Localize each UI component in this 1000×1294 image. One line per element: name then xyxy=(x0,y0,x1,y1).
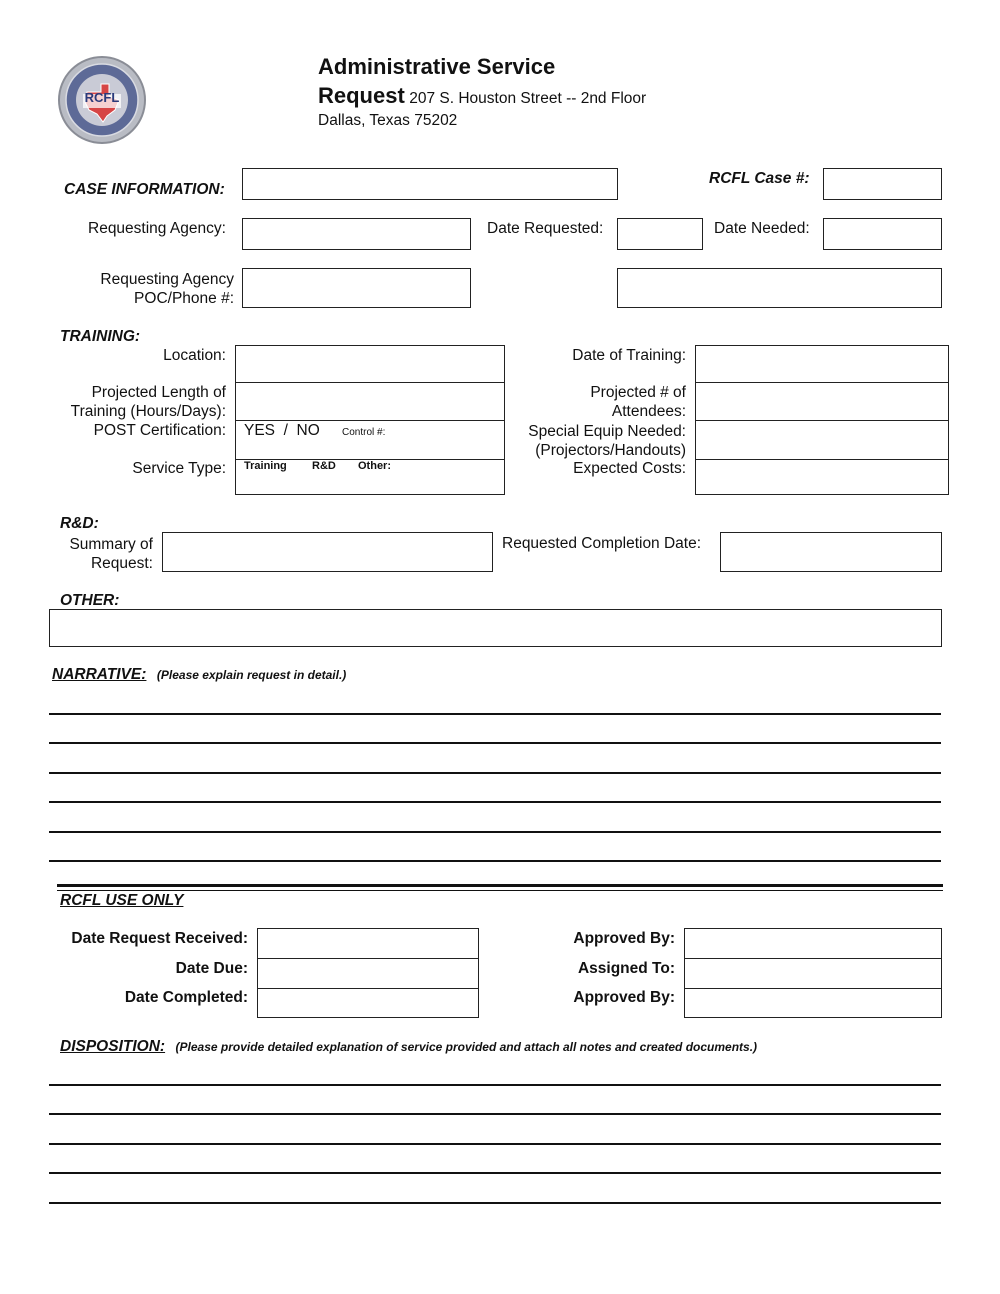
training-right-group xyxy=(695,345,949,495)
disposition-line-4[interactable] xyxy=(49,1172,941,1174)
equip-field[interactable] xyxy=(696,421,948,460)
rcfl-logo xyxy=(57,56,147,144)
disposition-line-3[interactable] xyxy=(49,1143,941,1145)
length-label-line-2: Training (Hours/Days): xyxy=(70,403,226,420)
attendees-label-line-2: Attendees: xyxy=(611,403,686,420)
title-and-address xyxy=(318,83,646,109)
post-field[interactable] xyxy=(236,421,504,460)
other-field[interactable] xyxy=(49,609,942,647)
equip-label-line-2: (Projectors/Handouts) xyxy=(535,442,686,459)
post-label: POST Certification: xyxy=(93,422,226,439)
address-line-1: 207 S. Houston Street -- 2nd Floor xyxy=(409,90,647,107)
narrative-heading: NARRATIVE: xyxy=(52,666,147,683)
date-needed-field[interactable] xyxy=(823,218,942,250)
date-received-field[interactable] xyxy=(258,929,478,959)
date-requested-label: Date Requested: xyxy=(487,220,604,237)
completion-date-label: Requested Completion Date: xyxy=(502,535,702,552)
service-option-rd[interactable]: R&D xyxy=(312,460,336,472)
case-info-field[interactable] xyxy=(242,168,618,200)
case-info-heading: CASE INFORMATION: xyxy=(64,181,225,198)
length-label-line-1: Projected Length of xyxy=(91,384,226,401)
rcfl-dates-group xyxy=(257,928,479,1018)
location-field[interactable] xyxy=(236,346,504,383)
title-line-2: Request xyxy=(318,83,405,108)
equip-label xyxy=(500,422,686,460)
narrative-line-5[interactable] xyxy=(49,831,941,833)
expected-costs-label: Expected Costs: xyxy=(573,460,686,477)
attendees-label xyxy=(500,383,686,421)
expected-costs-field[interactable] xyxy=(696,460,948,494)
service-option-training[interactable]: Training xyxy=(244,460,287,472)
disposition-line-2[interactable] xyxy=(49,1113,941,1115)
approved-by-2-field[interactable] xyxy=(685,989,941,1017)
attendees-label-line-1: Projected # of xyxy=(590,384,686,401)
disposition-line-1[interactable] xyxy=(49,1084,941,1086)
poc-label-line-2: POC/Phone #: xyxy=(134,290,234,307)
poc-label xyxy=(60,270,234,308)
post-yes-no[interactable]: YES / NO xyxy=(244,422,320,439)
attendees-field[interactable] xyxy=(696,383,948,421)
requesting-agency-field[interactable] xyxy=(242,218,471,250)
narrative-line-6[interactable] xyxy=(49,860,941,862)
date-requested-field[interactable] xyxy=(617,218,703,250)
training-heading: TRAINING: xyxy=(60,328,141,345)
disposition-heading: DISPOSITION: xyxy=(60,1038,166,1055)
narrative-instruction: (Please explain request in detail.) xyxy=(156,668,347,682)
title-line-1: Administrative Service xyxy=(318,54,556,79)
date-completed-field[interactable] xyxy=(258,989,478,1017)
rd-heading: R&D: xyxy=(60,515,99,532)
rcfl-approval-group xyxy=(684,928,942,1018)
approved-by-field[interactable] xyxy=(685,929,941,959)
poc-phone-field[interactable] xyxy=(242,268,471,308)
length-field[interactable] xyxy=(236,383,504,421)
approved-by-label: Approved By: xyxy=(573,930,675,947)
location-label: Location: xyxy=(163,347,226,364)
summary-label-line-2: Request: xyxy=(90,555,153,572)
case-number-label: RCFL Case #: xyxy=(709,170,810,187)
service-option-other[interactable]: Other: xyxy=(358,460,391,472)
assigned-to-field[interactable] xyxy=(685,959,941,989)
narrative-line-4[interactable] xyxy=(49,801,941,803)
date-due-label: Date Due: xyxy=(175,960,248,977)
section-divider xyxy=(57,884,943,891)
date-of-training-field[interactable] xyxy=(696,346,948,383)
narrative-line-2[interactable] xyxy=(49,742,941,744)
service-type-label: Service Type: xyxy=(132,460,226,477)
narrative-header xyxy=(52,666,346,684)
summary-field[interactable] xyxy=(162,532,493,572)
completion-date-field[interactable] xyxy=(720,532,942,572)
other-heading: OTHER: xyxy=(60,592,120,609)
address-line-2: Dallas, Texas 75202 xyxy=(318,112,458,129)
summary-label-line-1: Summary of xyxy=(69,536,153,553)
narrative-line-1[interactable] xyxy=(49,713,941,715)
disposition-line-5[interactable] xyxy=(49,1202,941,1204)
summary-label xyxy=(40,535,153,573)
form-title xyxy=(318,54,555,80)
date-needed-label: Date Needed: xyxy=(714,220,810,237)
service-type-field[interactable] xyxy=(236,460,504,494)
date-completed-label: Date Completed: xyxy=(124,989,248,1006)
date-received-label: Date Request Received: xyxy=(71,930,248,947)
approved-by-2-label: Approved By: xyxy=(573,989,675,1006)
control-number-label: Control #: xyxy=(342,427,386,438)
rcfl-use-heading: RCFL USE ONLY xyxy=(60,892,184,909)
equip-label-line-1: Special Equip Needed: xyxy=(528,423,686,440)
date-due-field[interactable] xyxy=(258,959,478,989)
logo-center-text: RCFL xyxy=(84,90,120,105)
length-label xyxy=(40,383,226,421)
training-left-group xyxy=(235,345,505,495)
disposition-instruction: (Please provide detailed explanation of service provided and attach all notes and created documents.) xyxy=(175,1040,758,1054)
poc-label-line-1: Requesting Agency xyxy=(100,271,234,288)
assigned-to-label: Assigned To: xyxy=(577,960,675,977)
disposition-header xyxy=(60,1038,757,1056)
requesting-agency-label: Requesting Agency: xyxy=(88,220,226,237)
poc-extra-field[interactable] xyxy=(617,268,942,308)
date-of-training-label: Date of Training: xyxy=(572,347,686,364)
case-number-field[interactable] xyxy=(823,168,942,200)
narrative-line-3[interactable] xyxy=(49,772,941,774)
